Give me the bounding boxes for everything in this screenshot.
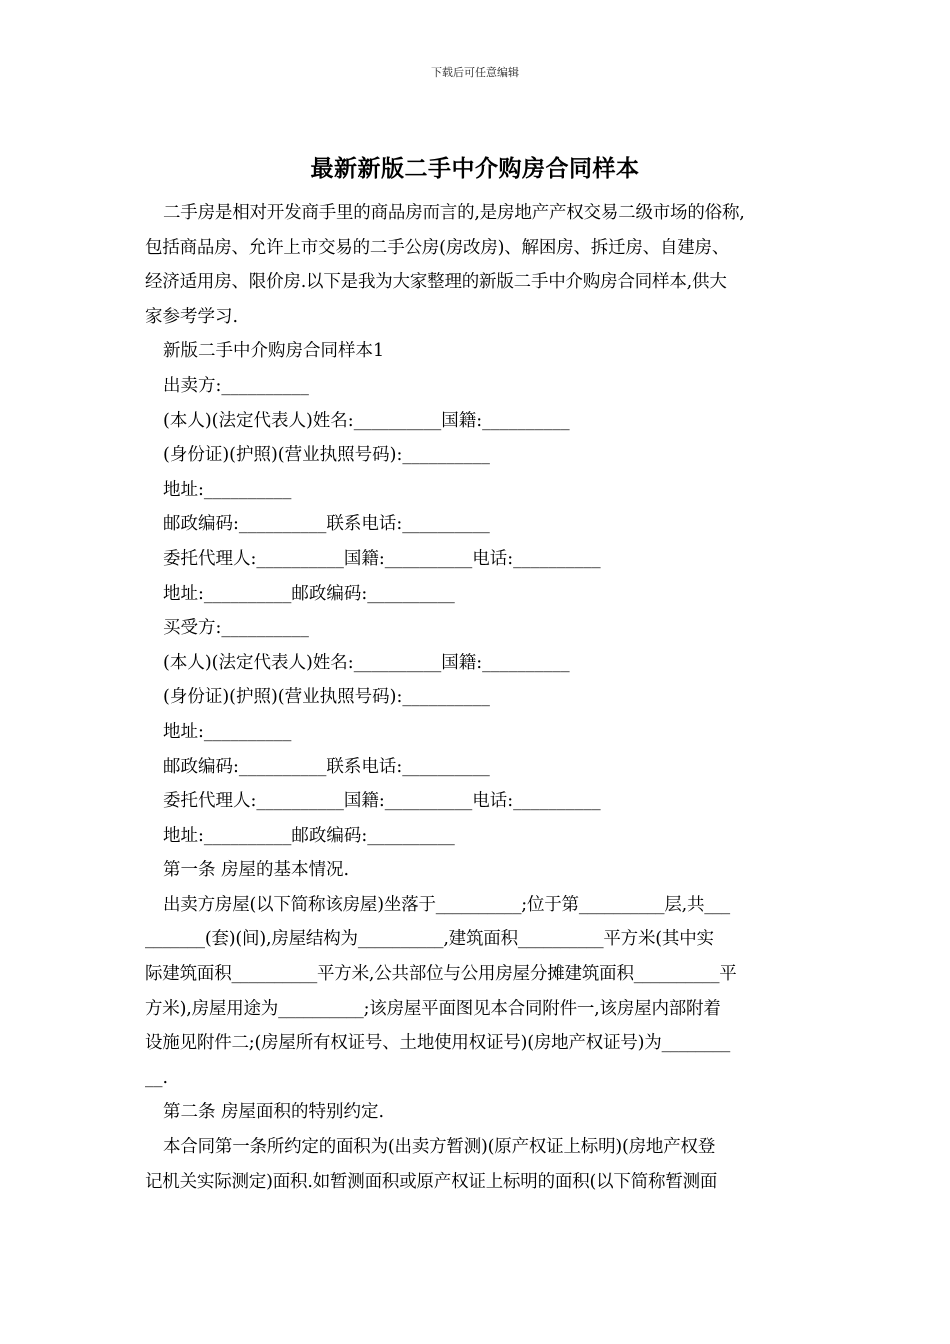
buyer-agent-address: 地址:__________邮政编码:__________ xyxy=(163,825,455,846)
page-header-note: 下载后可任意编辑 xyxy=(431,66,519,79)
intro-line-2: 包括商品房、允许上市交易的二手公房(房改房)、解困房、拆迁房、自建房、 xyxy=(145,237,730,258)
article-1-line-5: 设施见附件二;(房屋所有权证号、土地使用权证号)(房地产权证号)为________ xyxy=(145,1033,731,1054)
buyer-postcode-phone: 邮政编码:__________联系电话:__________ xyxy=(163,756,490,777)
buyer-field: 买受方:__________ xyxy=(163,618,309,639)
buyer-name-nationality: (本人)(法定代表人)姓名:__________国籍:__________ xyxy=(163,652,570,673)
buyer-address-field: 地址:__________ xyxy=(163,721,292,742)
seller-agent-field: 委托代理人:__________国籍:__________电话:__________ xyxy=(163,548,601,569)
article-2-heading: 第二条 房屋面积的特别约定. xyxy=(163,1102,385,1123)
article-2-line-2: 记机关实际测定)面积.如暂测面积或原产权证上标明的面积(以下简称暂测面 xyxy=(145,1171,718,1192)
article-1-line-3: 际建筑面积__________平方米,公共部位与公用房屋分摊建筑面积__________平 xyxy=(145,964,737,985)
article-1-line-2: _______(套)(间),房屋结构为__________,建筑面积__________平方米(其中实 xyxy=(145,929,714,950)
document-title: 最新新版二手中介购房合同样本 xyxy=(310,155,640,182)
article-1-line-6: __. xyxy=(145,1067,169,1088)
sample-heading: 新版二手中介购房合同样本1 xyxy=(163,341,385,362)
article-1-line-4: 方米),房屋用途为__________;该房屋平面图见本合同附件一,该房屋内部附着 xyxy=(145,998,721,1019)
seller-agent-address: 地址:__________邮政编码:__________ xyxy=(163,583,455,604)
article-1-heading: 第一条 房屋的基本情况. xyxy=(163,860,350,881)
seller-postcode-phone: 邮政编码:__________联系电话:__________ xyxy=(163,514,490,535)
buyer-agent-field: 委托代理人:__________国籍:__________电话:__________ xyxy=(163,791,601,812)
article-2-line-1: 本合同第一条所约定的面积为(出卖方暂测)(原产权证上标明)(房地产权登 xyxy=(163,1137,716,1158)
intro-line-4: 家参考学习. xyxy=(145,306,239,327)
buyer-id-field: (身份证)(护照)(营业执照号码):__________ xyxy=(163,687,490,708)
intro-line-3: 经济适用房、限价房.以下是我为大家整理的新版二手中介购房合同样本,供大 xyxy=(145,272,727,293)
seller-field: 出卖方:__________ xyxy=(163,375,309,396)
seller-address-field: 地址:__________ xyxy=(163,479,292,500)
document-body xyxy=(145,196,807,1199)
seller-id-field: (身份证)(护照)(营业执照号码):__________ xyxy=(163,445,490,466)
article-1-line-1: 出卖方房屋(以下简称该房屋)坐落于__________;位于第__________层,共___ xyxy=(163,894,730,915)
seller-name-nationality: (本人)(法定代表人)姓名:__________国籍:__________ xyxy=(163,410,570,431)
intro-line-1: 二手房是相对开发商手里的商品房而言的,是房地产产权交易二级市场的俗称, xyxy=(163,203,745,223)
